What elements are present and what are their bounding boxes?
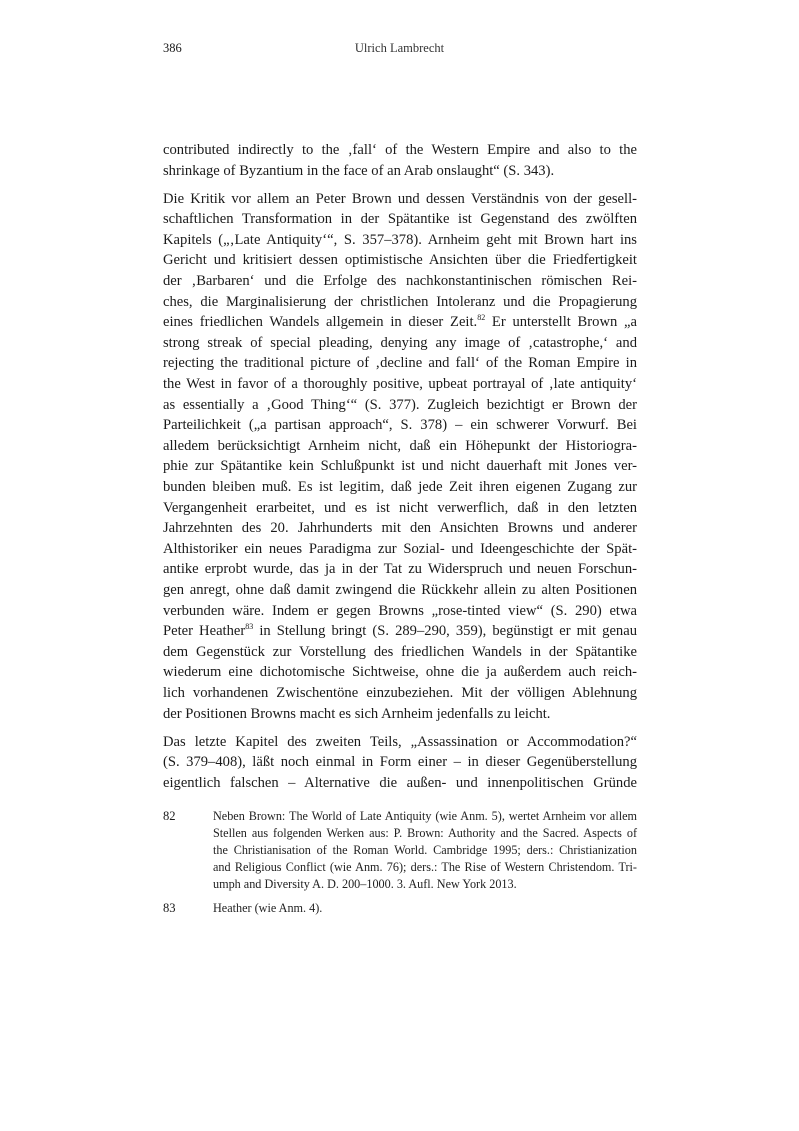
text-segment: dem Gegenstück zur Vorstellung des friedlichen Wandels in der Spätantike bbox=[163, 643, 637, 660]
paragraph bbox=[163, 189, 637, 724]
text-line bbox=[163, 395, 637, 416]
text-line bbox=[163, 601, 637, 622]
text-line bbox=[163, 312, 637, 333]
text-line bbox=[163, 436, 637, 457]
text-segment: Gericht und kritisiert dessen optimistische Ansichten über die Friedfertigkeit bbox=[163, 252, 637, 269]
text-segment: lich vorhandenen Zwischentöne einzubeziehen. Mit der völligen Ablehnung bbox=[163, 684, 637, 701]
text-line bbox=[163, 333, 637, 354]
text-line bbox=[163, 230, 637, 251]
text-line bbox=[163, 580, 637, 601]
text-segment: wiederum eine dichotomische Sichtweise, ohne die ja außerdem auch reich- bbox=[163, 664, 637, 681]
text-segment: Das letzte Kapitel des zweiten Teils, „Assassination or Accommodation?“ bbox=[163, 733, 637, 750]
text-line bbox=[163, 539, 637, 560]
text-line bbox=[163, 683, 637, 704]
footnote-text bbox=[213, 808, 637, 893]
text-segment: eines friedlichen Wandels allgemein in dieser Zeit. bbox=[163, 314, 478, 331]
text-line bbox=[163, 250, 637, 271]
text-segment: Althistoriker ein neues Paradigma zur Sozial- und Ideengeschichte der Spät- bbox=[163, 540, 637, 557]
footnote-line: Heather (wie Anm. 4). bbox=[213, 901, 323, 915]
footnote bbox=[163, 900, 637, 917]
text-line bbox=[163, 498, 637, 519]
text-line bbox=[163, 518, 637, 539]
text-line bbox=[163, 189, 637, 210]
footnote-number: 82 bbox=[163, 809, 176, 823]
footnote-text bbox=[213, 900, 637, 917]
text-segment: alledem berücksichtigt Arnheim nicht, daß ein Höhepunkt der Historiogra- bbox=[163, 437, 637, 454]
text-segment: der ‚Barbaren‘ und die Erfolge des nachkonstantinischen römischen Rei- bbox=[163, 273, 637, 290]
text-segment: Die Kritik vor allem an Peter Brown und dessen Verständnis von der gesell- bbox=[163, 190, 637, 207]
text-line bbox=[163, 704, 637, 725]
footnotes bbox=[163, 808, 637, 924]
text-segment: antike erprobt wurde, das ja in der Tat zu Widerspruch und neuen Forschun- bbox=[163, 561, 637, 578]
text-line bbox=[163, 752, 637, 773]
text-segment: gen anregt, ohne daß damit zwingend die Rückkehr allein zu alten Positionen bbox=[163, 581, 637, 598]
text-segment: Parteilichkeit („a partisan approach“, S. 378) – ein schwerer Vorwurf. Bei bbox=[163, 417, 637, 434]
body-text bbox=[163, 140, 637, 801]
footnote-line: the Christianisation of the Roman World. Cambridge 1995; ders.: Christianization bbox=[213, 843, 637, 857]
text-line bbox=[163, 642, 637, 663]
text-line bbox=[163, 559, 637, 580]
text-line bbox=[163, 621, 637, 642]
text-segment: strong streak of special pleading, denying any image of ‚catastrophe,‘ and bbox=[163, 334, 637, 351]
footnote-line: and Religious Conflict (wie Anm. 76); ders.: The Rise of Western Christendom. Tri- bbox=[213, 860, 637, 874]
text-line bbox=[163, 209, 637, 230]
page-number: 386 bbox=[163, 41, 182, 55]
text-line bbox=[163, 477, 637, 498]
text-segment: schaftlichen Transformation in der Spätantike ist Gegenstand des zwölften bbox=[163, 211, 637, 228]
text-line bbox=[163, 353, 637, 374]
text-segment: contributed indirectly to the ‚fall‘ of the Western Empire and also to the bbox=[163, 142, 637, 158]
footnote-line: Stellen aus folgenden Werken aus: P. Brown: Authority and the Sacred. Aspects of bbox=[213, 826, 637, 840]
text-line bbox=[163, 732, 637, 753]
text-line bbox=[163, 415, 637, 436]
text-segment: verbunden wäre. Indem er gegen Browns „rose-tinted view“ (S. 290) etwa bbox=[163, 602, 637, 619]
text-line bbox=[163, 140, 637, 161]
text-line bbox=[163, 662, 637, 683]
footnote-reference[interactable]: 83 bbox=[245, 622, 254, 632]
text-segment: as essentially a ‚Good Thing‘“ (S. 377). Zugleich bezichtigt er Brown der bbox=[163, 396, 637, 413]
text-segment: the West in favor of a thoroughly positive, upbeat portrayal of ‚late antiquity‘ bbox=[163, 376, 637, 393]
text-line bbox=[163, 773, 637, 794]
footnote bbox=[163, 808, 637, 893]
running-head: Ulrich Lambrecht bbox=[354, 41, 445, 55]
text-segment: Jahrzehnten des 20. Jahrhunderts mit den Ansichten Browns und anderer bbox=[163, 520, 637, 537]
text-segment: in Stellung bringt (S. 289–290, 359), begünstigt er mit genau bbox=[253, 623, 637, 640]
text-segment: rejecting the traditional picture of ‚decline and fall‘ of the Roman Empire in bbox=[163, 355, 637, 372]
text-line bbox=[163, 161, 637, 182]
text-segment: Er unterstellt Brown „a bbox=[485, 314, 637, 331]
footnote-number: 83 bbox=[163, 901, 176, 915]
text-line bbox=[163, 456, 637, 477]
footnote-line: Neben Brown: The World of Late Antiquity (wie Anm. 5), wertet Arnheim vor allem bbox=[213, 809, 637, 823]
footnote-line: umph and Diversity A. D. 200–1000. 3. Aufl. New York 2013. bbox=[213, 877, 517, 891]
footnote-reference[interactable]: 82 bbox=[477, 313, 486, 323]
text-line bbox=[163, 271, 637, 292]
text-segment: shrinkage of Byzantium in the face of an Arab onslaught“ (S. 343). bbox=[163, 162, 555, 179]
text-segment: (S. 379–408), läßt noch einmal in Form einer – in dieser Gegenüberstellung bbox=[163, 754, 637, 771]
paragraph bbox=[163, 140, 637, 181]
text-segment: eigentlich falschen – Alternative die außen- und innenpolitischen Gründe bbox=[163, 774, 637, 791]
text-segment: ches, die Marginalisierung der christlichen Intoleranz und die Propagierung bbox=[163, 293, 637, 310]
text-segment: Kapitels („‚Late Antiquity‘“, S. 357–378). Arnheim geht mit Brown hart ins bbox=[163, 231, 637, 248]
text-segment: Peter Heather bbox=[163, 623, 246, 640]
text-segment: der Positionen Browns macht es sich Arnheim jedenfalls zu leicht. bbox=[163, 705, 551, 722]
text-segment: bunden bleiben muß. Es ist legitim, daß jede Zeit ihren eigenen Zugang zur bbox=[163, 479, 637, 495]
text-line bbox=[163, 292, 637, 313]
text-line bbox=[163, 374, 637, 395]
paragraph bbox=[163, 732, 637, 794]
text-segment: Vergangenheit erarbeitet, und es ist nicht verwerflich, daß in den letzten bbox=[163, 499, 637, 516]
text-segment: phie zur Spätantike kein Schlußpunkt ist und nicht dauerhaft mit Jones ver- bbox=[163, 458, 637, 475]
